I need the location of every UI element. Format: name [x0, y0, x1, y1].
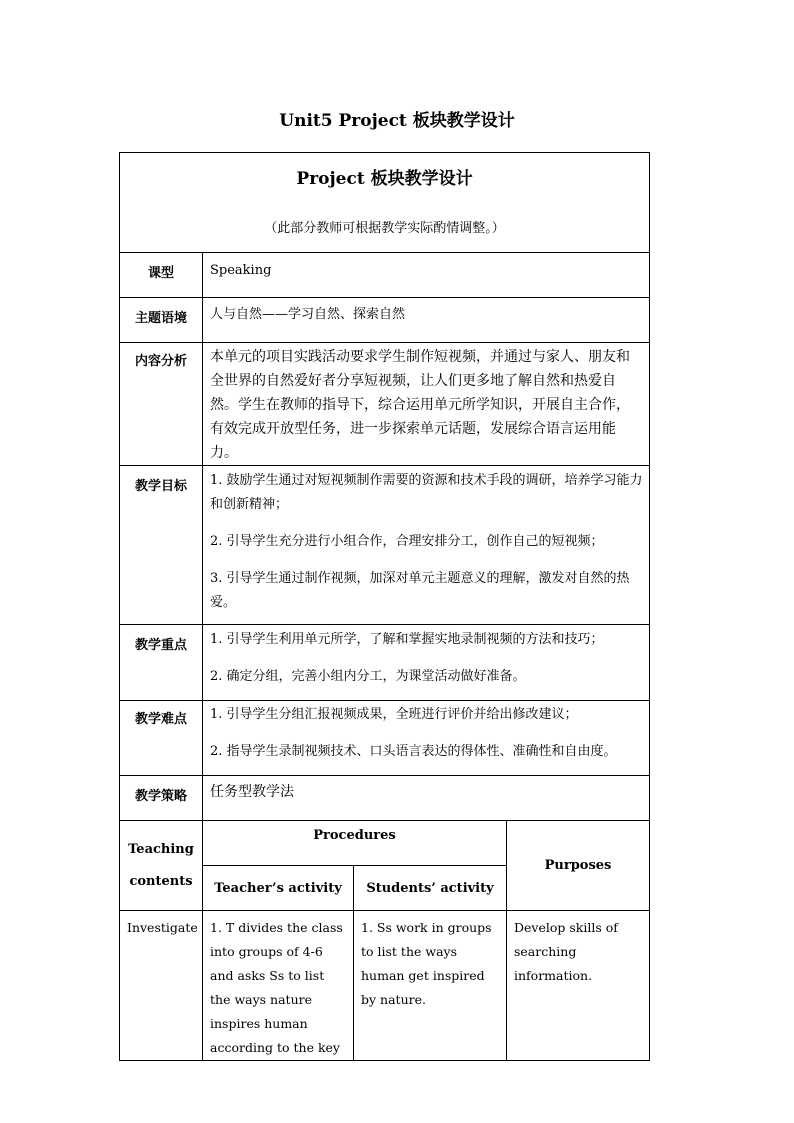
- key-point-item: 1. 引导学生利用单元所学，了解和掌握实地录制视频的方法和技巧；: [210, 632, 604, 647]
- teaching-contents-header: contents: [129, 873, 193, 889]
- row-theme: [120, 298, 650, 343]
- key-point-item: 2. 确定分组，完善小组内分工，为课堂活动做好准备。: [210, 669, 526, 684]
- procedure-students-activity: 1. Ss work in groups to list the ways human get inspired by nature.: [354, 911, 507, 1061]
- procedure-row: [120, 911, 650, 1061]
- row-content: Speaking: [203, 253, 650, 298]
- row-label: 教学难点: [120, 701, 203, 776]
- row-difficulties: [120, 701, 650, 776]
- row-analysis: [120, 343, 650, 466]
- procedure-content: Investigate: [120, 911, 203, 1061]
- row-content: 任务型教学法: [203, 776, 650, 821]
- row-label: 内容分析: [120, 343, 203, 466]
- difficulty-item: 2. 指导学生录制视频技术、口头语言表达的得体性、准确性和自由度。: [210, 744, 617, 759]
- row-content: 本单元的项目实践活动要求学生制作短视频，并通过与家人、朋友和全世界的自然爱好者分享短视频，让人们更多地了解自然和热爱自然。学生在教师的指导下，综合运用单元所学知识，开展自主合作，有效完成开放型任务，进一步探索单元话题，发展综合语言运用能力。: [203, 343, 650, 466]
- difficulty-item: 1. 引导学生分组汇报视频成果，全班进行评价并给出修改建议；: [210, 707, 578, 722]
- procedure-teacher-activity: 1. T divides the class into groups of 4-6 and asks Ss to list the ways nature inspires human according to the key: [203, 911, 354, 1061]
- row-label: 教学目标: [120, 466, 203, 625]
- teacher-activity-header: Teacher’s activity: [203, 866, 354, 911]
- procedures-header: Procedures: [203, 821, 507, 866]
- row-label: 主题语境: [120, 298, 203, 343]
- row-objectives: [120, 466, 650, 625]
- row-content: 人与自然——学习自然、探索自然: [203, 298, 650, 343]
- objective-item: 2. 引导学生充分进行小组合作，合理安排分工，创作自己的短视频；: [210, 534, 604, 549]
- row-strategy: [120, 776, 650, 821]
- table-title: Project 板块教学设计: [296, 169, 473, 189]
- row-label: 教学策略: [120, 776, 203, 821]
- row-label: 教学重点: [120, 625, 203, 701]
- objective-item: 1. 鼓励学生通过对短视频制作需要的资源和技术手段的调研，培养学习能力和创新精神；: [210, 473, 643, 512]
- lesson-plan-table: [119, 152, 650, 1061]
- teaching-contents-header: Teaching: [128, 841, 194, 857]
- students-activity-header: Students’ activity: [354, 866, 507, 911]
- row-label: 课型: [120, 253, 203, 298]
- procedure-purpose: Develop skills of searching information.: [507, 911, 650, 1061]
- row-type: [120, 253, 650, 298]
- row-key-points: [120, 625, 650, 701]
- table-note: （此部分教师可根据教学实际酌情调整。）: [264, 221, 505, 236]
- document-title: Unit5 Project 板块教学设计: [279, 111, 515, 131]
- table-header-row: [120, 153, 650, 253]
- procedure-header-row: [120, 821, 650, 866]
- purposes-header: Purposes: [507, 821, 650, 911]
- objective-item: 3. 引导学生通过制作视频，加深对单元主题意义的理解，激发对自然的热爱。: [210, 571, 630, 610]
